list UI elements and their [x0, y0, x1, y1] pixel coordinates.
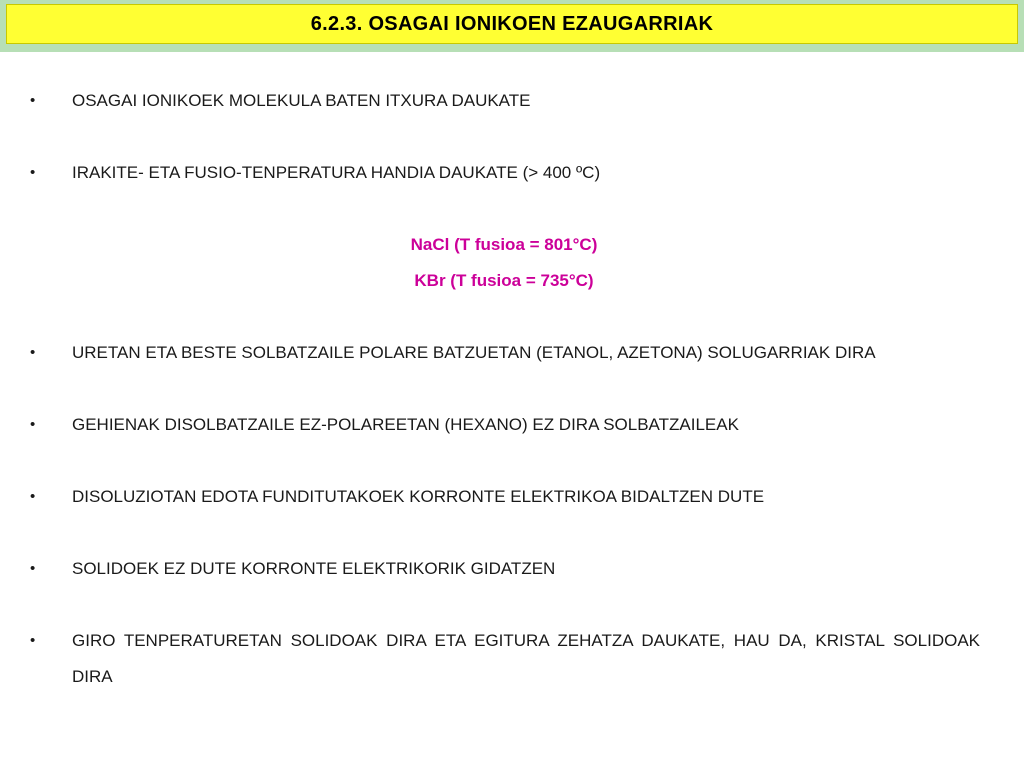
bullet-text: DISOLUZIOTAN EDOTA FUNDITUTAKOEK KORRONTE ELEKTRIKOA BIDALTZEN DUTE — [72, 487, 765, 506]
bullet-item — [28, 335, 980, 371]
bullet-item — [28, 479, 980, 515]
content-area — [28, 83, 980, 695]
bullet-item — [28, 623, 980, 695]
bullet-marker: • — [30, 416, 36, 433]
spacer — [28, 515, 980, 551]
title-box — [6, 4, 1018, 44]
bullet-item — [28, 83, 980, 119]
formula-nacl: NaCl (T fusioa = 801°C) — [410, 235, 598, 254]
bullet-marker: • — [30, 92, 36, 109]
bullet-marker: • — [30, 560, 36, 577]
bullet-item — [28, 155, 980, 191]
bullet-marker: • — [30, 488, 36, 505]
bullet-text: GIRO TENPERATURETAN SOLIDOAK DIRA ETA EGITURA ZEHATZA DAUKATE, HAU DA, KRISTAL SOLIDOAK DIRA — [72, 631, 980, 686]
bullet-text: IRAKITE- ETA FUSIO-TENPERATURA HANDIA DAUKATE (> 400 ºC) — [72, 163, 601, 182]
spacer — [28, 443, 980, 479]
bullet-text: SOLIDOEK EZ DUTE KORRONTE ELEKTRIKORIK GIDATZEN — [72, 559, 556, 578]
title-band — [0, 0, 1024, 52]
bullet-marker: • — [30, 632, 36, 649]
bullet-item — [28, 407, 980, 443]
bullet-text: URETAN ETA BESTE SOLBATZAILE POLARE BATZUETAN (ETANOL, AZETONA) SOLUGARRIAK DIRA — [72, 343, 876, 362]
spacer — [28, 119, 980, 155]
bullet-text: OSAGAI IONIKOEK MOLEKULA BATEN ITXURA DAUKATE — [72, 91, 531, 110]
spacer — [28, 299, 980, 335]
bullet-marker: • — [30, 344, 36, 361]
spacer — [28, 371, 980, 407]
spacer — [28, 587, 980, 623]
bullet-item — [28, 551, 980, 587]
bullet-text: GEHIENAK DISOLBATZAILE EZ-POLAREETAN (HEXANO) EZ DIRA SOLBATZAILEAK — [72, 415, 739, 434]
slide-title: 6.2.3. OSAGAI IONIKOEN EZAUGARRIAK — [310, 12, 714, 35]
spacer — [28, 191, 980, 227]
formula-kbr: KBr (T fusioa = 735°C) — [414, 271, 594, 290]
bullet-marker: • — [30, 164, 36, 181]
